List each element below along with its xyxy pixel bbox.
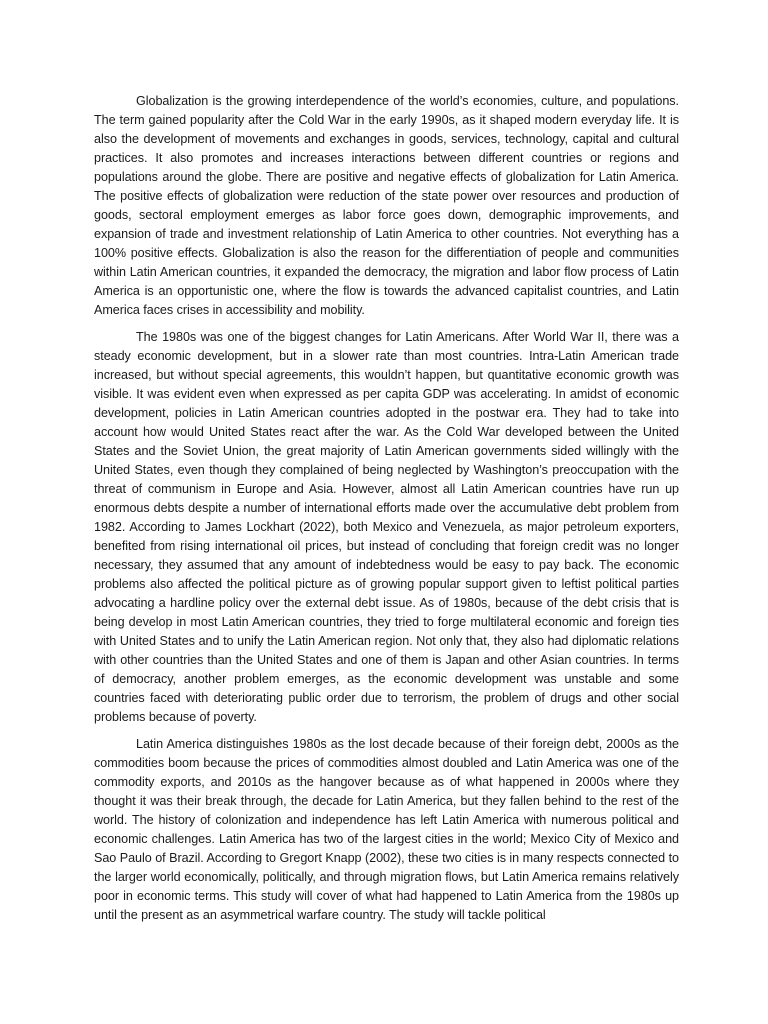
document-body (94, 92, 679, 925)
paragraph-1980s: The 1980s was one of the biggest changes for Latin Americans. After World War II, there was a steady economic development, but in a slower rate than most countries. Intra-Latin American trade increased, but without special agreements, this wouldn’t happen, but quantitative economic growth was visible. It was evident even when expressed as per capita GDP was accelerating. In amidst of economic development, policies in Latin American countries adopted in the postwar era. They had to take into account how would United States react after the war. As the Cold War developed between the United States and the Soviet Union, the great majority of Latin American governments sided willingly with the United States, even though they complained of being neglected by Washington’s preoccupation with the threat of communism in Europe and Asia. However, almost all Latin American countries have run up enormous debts despite a number of international efforts made over the accumulative debt problem from 1982. According to James Lockhart (2022), both Mexico and Venezuela, as major petroleum exporters, benefited from rising international oil prices, but instead of concluding that foreign credit was no longer necessary, they assumed that any amount of indebtedness would be easy to pay back. The economic problems also affected the political picture as of growing popular support given to leftist political parties advocating a hardline policy over the external debt issue. As of 1980s, because of the debt crisis that is being develop in most Latin American countries, they tried to forge multilateral economic and foreign ties with United States and to unify the Latin American region. Not only that, they also had diplomatic relations with other countries than the United States and one of them is Japan and other Asian countries. In terms of democracy, another problem emerges, as the economic development was unstable and some countries faced with deteriorating public order due to terrorism, the problem of drugs and other social problems because of poverty. (94, 330, 679, 724)
paragraph-globalization: Globalization is the growing interdependence of the world’s economies, culture, and populations. The term gained popularity after the Cold War in the early 1990s, as it shaped modern everyday life. It is also the development of movements and exchanges in goods, services, technology, capital and cultural practices. It also promotes and increases interactions between different countries or regions and populations around the globe. There are positive and negative effects of globalization for Latin America. The positive effects of globalization were reduction of the state power over resources and production of goods, sectoral employment emerges as labor force goes down, demographic improvements, and expansion of trade and investment relationship of Latin America to other countries. Not everything has a 100% positive effects. Globalization is also the reason for the differentiation of people and communities within Latin American countries, it expanded the democracy, the migration and labor flow process of Latin America is an opportunistic one, where the flow is towards the advanced capitalist countries, and Latin America faces crises in accessibility and mobility. (94, 94, 679, 317)
paragraph-decades: Latin America distinguishes 1980s as the lost decade because of their foreign debt, 2000s as the commodities boom because the prices of commodities almost doubled and Latin America was one of the commodity exports, and 2010s as the hangover because as of what happened in 2000s where they thought it was their break through, the decade for Latin America, but they fallen behind to the rest of the world. The history of colonization and independence has left Latin America with numerous political and economic challenges. Latin America has two of the largest cities in the world; Mexico City of Mexico and Sao Paulo of Brazil. According to Gregort Knapp (2002), these two cities is in many respects connected to the larger world economically, politically, and through migration flows, but Latin America remains relatively poor in economic terms. This study will cover of what had happened to Latin America from the 1980s up until the present as an asymmetrical warfare country. The study will tackle political (94, 737, 679, 922)
